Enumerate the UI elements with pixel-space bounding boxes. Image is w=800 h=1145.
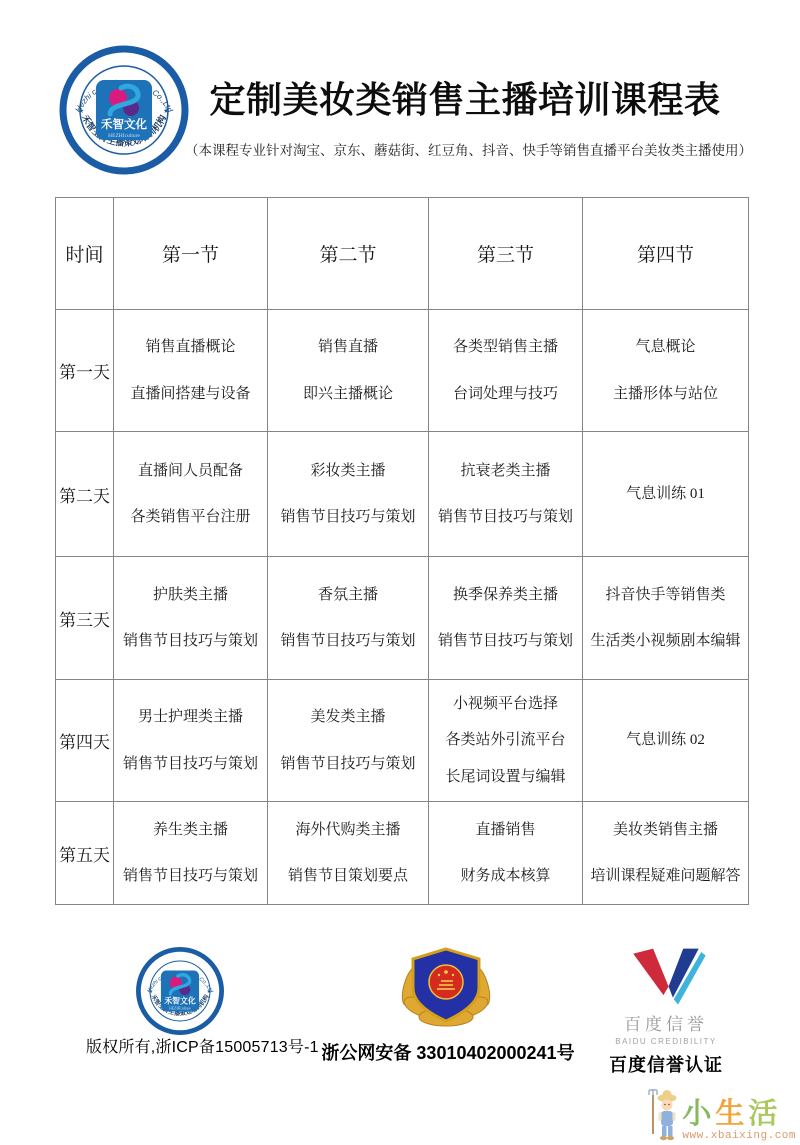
course-topic: 美妆类销售主播	[612, 821, 718, 838]
course-cell	[114, 432, 268, 557]
course-cell	[583, 432, 749, 557]
watermark-char: 活	[748, 1098, 782, 1130]
course-topic: 海外代购类主播	[295, 821, 401, 838]
hezhi-company-seal-icon	[135, 946, 225, 1036]
site-watermark	[648, 1088, 796, 1142]
day-label: 第一天	[56, 310, 114, 432]
day-label: 第二天	[56, 432, 114, 557]
course-topic: 长尾词设置与编辑	[445, 768, 566, 785]
col-header-session-1: 第一节	[114, 198, 268, 310]
course-topic: 男士护理类主播	[137, 709, 243, 725]
course-topic: 气息概论	[635, 339, 696, 355]
baidu-credibility-name: 百度信誉	[624, 1015, 708, 1034]
col-header-time: 时间	[56, 198, 114, 310]
course-cell	[583, 680, 749, 802]
course-topic: 销售节目技巧与策划	[437, 509, 573, 525]
table-row	[56, 557, 749, 680]
page-title: 定制美妆类销售主播培训课程表	[209, 80, 721, 120]
day-label: 第五天	[56, 802, 114, 905]
day-label: 第三天	[56, 557, 114, 680]
course-cell	[583, 310, 749, 432]
table-header-row	[56, 198, 749, 310]
course-topic: 销售节目技巧与策划	[437, 633, 573, 649]
table-row	[56, 432, 749, 557]
course-cell	[429, 557, 583, 680]
course-cell	[429, 680, 583, 802]
baidu-credibility-name-en: BAIDU CREDIBILITY	[615, 1037, 717, 1046]
baidu-credibility-check-icon	[623, 946, 709, 1008]
course-topic: 销售节目技巧与策划	[280, 755, 416, 772]
course-cell	[429, 310, 583, 432]
course-table-body	[56, 310, 749, 905]
table-row	[56, 802, 749, 905]
course-topic: 美发类主播	[310, 709, 386, 725]
course-cell	[268, 802, 429, 905]
table-row	[56, 680, 749, 802]
hezhi-company-seal-icon	[58, 44, 190, 176]
day-label: 第四天	[56, 680, 114, 802]
course-topic: 销售节目技巧与策划	[122, 755, 258, 772]
course-topic: 小视频平台选择	[452, 695, 558, 712]
course-topic: 销售直播	[317, 339, 378, 355]
course-cell	[429, 432, 583, 557]
course-topic: 销售节目技巧与策划	[280, 509, 416, 525]
col-header-session-4: 第四节	[583, 198, 749, 310]
course-topic: 培训课程疑难问题解答	[590, 868, 741, 884]
course-topic: 财务成本核算	[460, 868, 551, 884]
watermark-text-block	[682, 1100, 796, 1142]
course-cell	[114, 802, 268, 905]
course-topic: 直播间搭建与设备	[130, 385, 251, 402]
course-topic: 各类站外引流平台	[445, 732, 566, 749]
course-cell	[114, 557, 268, 680]
watermark-char: 小	[682, 1098, 716, 1130]
course-cell	[268, 680, 429, 802]
course-topic: 护肤类主播	[152, 586, 228, 603]
course-topic: 台词处理与技巧	[452, 385, 558, 402]
col-header-session-3: 第三节	[429, 198, 583, 310]
watermark-char: 生	[715, 1098, 749, 1130]
title-block	[185, 72, 752, 159]
table-row	[56, 310, 749, 432]
police-badge-icon	[390, 944, 502, 1030]
course-topic: 销售直播概论	[145, 339, 236, 355]
baidu-certification-label: 百度信誉认证	[609, 1055, 723, 1075]
course-topic: 生活类小视频剧本编辑	[590, 633, 741, 649]
course-topic: 各类型销售主播	[452, 339, 558, 355]
watermark-name	[682, 1100, 781, 1129]
course-topic: 抖音快手等销售类	[605, 586, 726, 603]
course-cell	[268, 557, 429, 680]
course-cell	[114, 310, 268, 432]
farmer-mascot-icon	[648, 1088, 680, 1142]
course-topic: 即兴主播概论	[302, 385, 393, 402]
course-cell	[429, 802, 583, 905]
course-topic: 各类销售平台注册	[130, 509, 251, 525]
copyright-icp-text: 版权所有,浙ICP备15005713号-1	[86, 1039, 319, 1056]
baidu-credibility-block	[595, 946, 737, 1077]
course-topic: 换季保养类主播	[452, 586, 558, 603]
course-cell	[583, 557, 749, 680]
course-topic: 主播形体与站位	[612, 385, 718, 402]
course-topic: 直播间人员配备	[137, 462, 243, 479]
watermark-url: www.xbaixing.com	[682, 1130, 796, 1142]
course-topic: 销售节目技巧与策划	[122, 633, 258, 649]
course-topic: 养生类主播	[152, 821, 228, 838]
course-cell	[268, 310, 429, 432]
course-topic: 气息训练 02	[626, 732, 705, 749]
course-cell	[268, 432, 429, 557]
course-schedule-table	[55, 197, 749, 905]
police-filing-text: 浙公网安备 33010402000241号	[321, 1043, 575, 1063]
course-topic: 香氛主播	[317, 586, 378, 603]
course-topic: 销售节目策划要点	[287, 868, 408, 884]
course-cell	[583, 802, 749, 905]
course-topic: 气息训练 01	[626, 485, 705, 502]
col-header-session-2: 第二节	[268, 198, 429, 310]
course-topic: 销售节目技巧与策划	[280, 633, 416, 649]
course-topic: 直播销售	[475, 821, 536, 838]
course-topic: 抗衰老类主播	[460, 462, 551, 479]
page-subtitle: （本课程专业针对淘宝、京东、蘑菇街、红豆角、抖音、快手等销售直播平台美妆类主播使用）	[185, 143, 752, 158]
course-cell	[114, 680, 268, 802]
course-topic: 销售节目技巧与策划	[122, 868, 258, 884]
course-topic: 彩妆类主播	[310, 462, 386, 479]
